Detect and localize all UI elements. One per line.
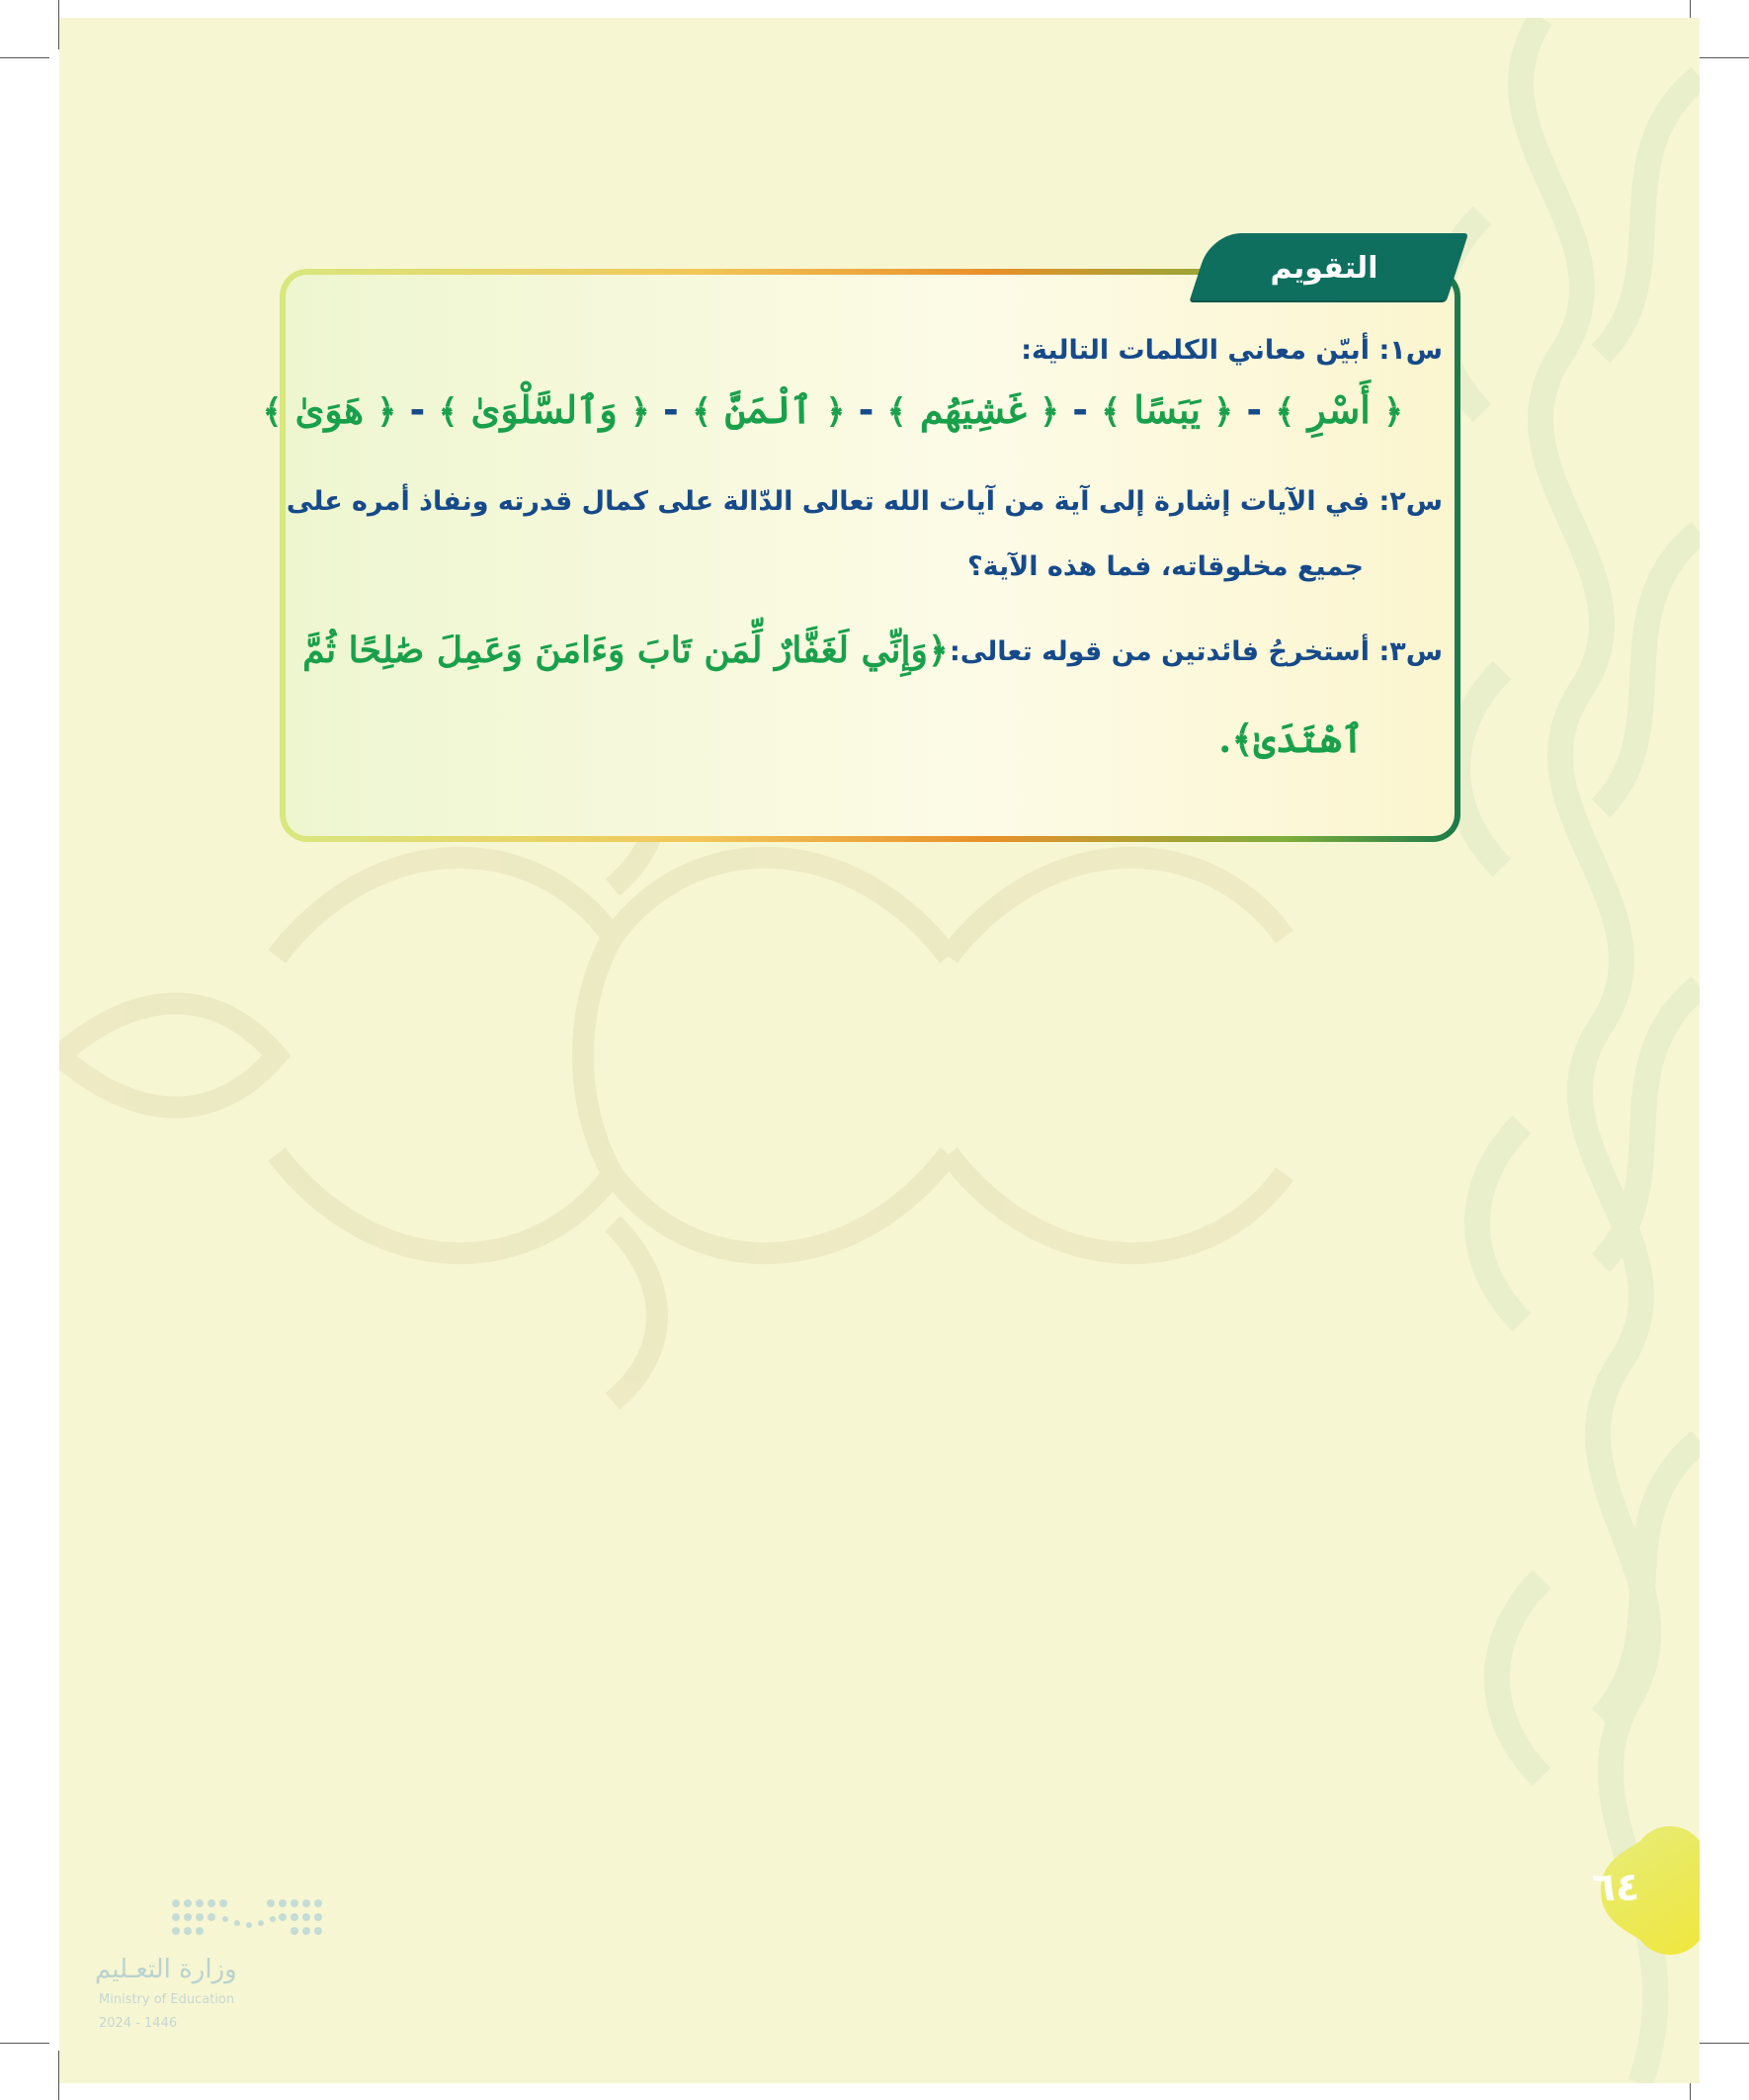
crop-mark-bottom-left: [0, 2043, 49, 2044]
crop-mark-top-left: [0, 57, 49, 58]
ministry-name-english: Ministry of Education: [99, 1992, 235, 2007]
question-2-line-2: جميع مخلوقاته، فما هذه الآية؟: [966, 551, 1364, 582]
question-3-verse-line-1: ﴿وَإِنِّي لَغَفَّارٌ لِّمَن تَابَ وَءَامَنَ وَعَمِلَ صَٰلِحًا ثُمَّ: [302, 630, 949, 671]
ministry-logo-icon: [168, 1895, 326, 1945]
quran-bracket-close: ﴾: [438, 392, 458, 432]
quran-word: يَبَسًا: [1121, 387, 1214, 432]
quran-word: هَوَىٰ: [282, 387, 377, 432]
question-2-line-1: س٢: في الآيات إشارة إلى آية من آيات الله تعالى الدّالة على كمال قدرته ونفاذ أمره على: [286, 486, 1443, 517]
quran-bracket-open: ﴿: [629, 392, 650, 432]
quran-bracket-close: ﴾: [262, 392, 283, 432]
quran-bracket-open: ﴿: [1040, 392, 1060, 432]
quran-bracket-open: ﴿: [376, 392, 397, 432]
edition-year: 2024 - 1446: [99, 2016, 178, 2031]
crop-mark-top-right: [1700, 57, 1749, 58]
word-separator: -: [649, 388, 693, 432]
word-separator: -: [1233, 388, 1276, 432]
word-separator: -: [1059, 388, 1102, 432]
quran-word: وَٱلسَّلْوَىٰ: [458, 387, 630, 432]
quran-bracket-close: ﴾: [1101, 392, 1122, 432]
quran-bracket-open: ﴿: [1383, 392, 1403, 432]
section-title: التقويم: [1270, 251, 1378, 286]
quran-bracket-close: ﴾: [1275, 392, 1295, 432]
quran-word: غَشِيَهُم: [906, 387, 1041, 432]
word-separator: -: [845, 388, 887, 432]
quran-bracket-close: ﴾: [692, 392, 711, 432]
question-1-label: [692, 331, 1443, 371]
quran-bracket-close: ﴾: [886, 392, 907, 432]
quran-word: ٱلْمَنَّ: [710, 387, 826, 432]
word-separator: -: [396, 388, 439, 432]
crop-mark-bottom-right: [1700, 2043, 1749, 2044]
question-3-label: س٣: أستخرجُ فائدتين من قوله تعالى:: [950, 636, 1443, 667]
question-3-verse-line-2: ٱهْتَدَىٰ﴾.: [1218, 716, 1364, 761]
page-number: ٦٤: [1591, 1865, 1640, 1910]
quran-bracket-open: ﴿: [825, 392, 846, 432]
question-1-text: س١: أبيّن معاني الكلمات التالية:: [1021, 335, 1443, 366]
question-1-words: [262, 378, 1403, 443]
quran-word: أَسْرِ: [1294, 387, 1384, 432]
quran-bracket-open: ﴿: [1213, 392, 1234, 432]
ministry-name-arabic: وزارة التعـليم: [95, 1955, 237, 1984]
